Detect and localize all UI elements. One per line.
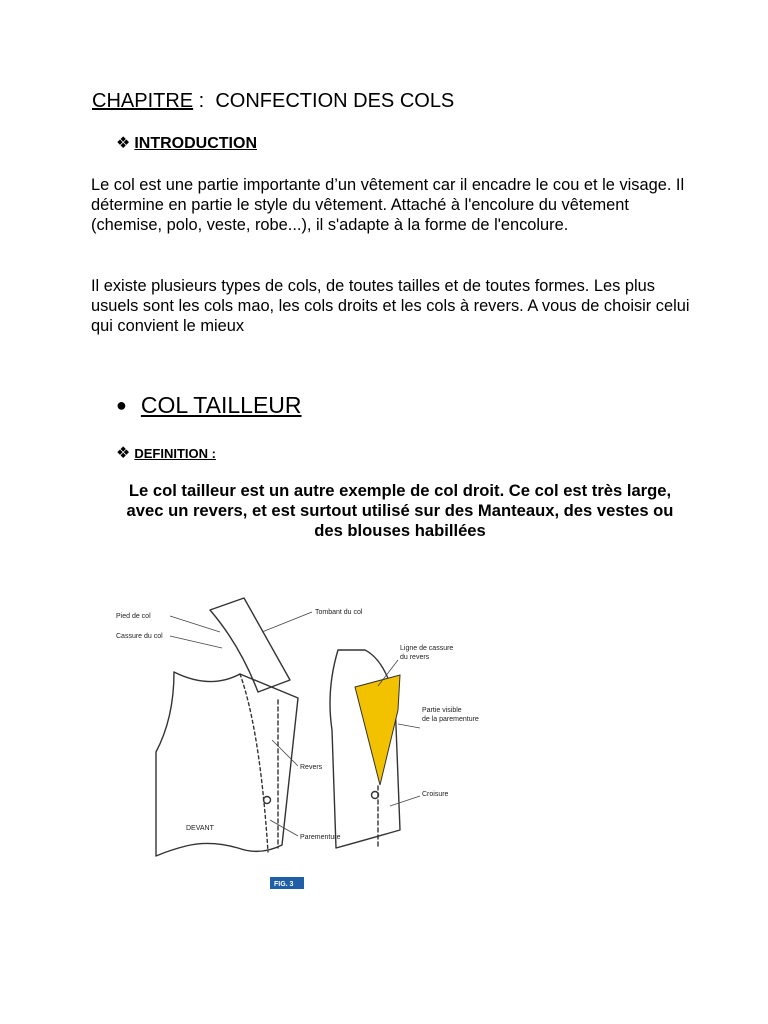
- partie-visible-leader: [398, 724, 420, 728]
- introduction-label: INTRODUCTION: [134, 135, 257, 152]
- fig-label: FIG. 3: [274, 881, 294, 888]
- intro-paragraph-2: Il existe plusieurs types de cols, de toutes tailles et de toutes formes. Les plus usuels sont les cols mao, les cols droits et les cols à revers. A vous de choisir celui qui convient le mieux: [91, 277, 690, 335]
- definition-label: DEFINITION :: [134, 446, 216, 461]
- chapter-title: CONFECTION DES COLS: [215, 90, 455, 112]
- tombant-du-col-label: Tombant du col: [315, 609, 363, 616]
- collar-diagram-svg: [110, 590, 479, 895]
- partie-visible-label-1: Partie visible: [422, 707, 462, 714]
- pied-de-col-leader: [170, 616, 220, 632]
- pied-de-col-label: Pied de col: [116, 613, 151, 620]
- section-heading: [116, 392, 302, 419]
- parementure-visible-area: [355, 675, 400, 785]
- page-title: [92, 90, 454, 113]
- cassure-du-col-leader: [170, 636, 222, 648]
- parementure-label: Parementure: [300, 834, 341, 841]
- tombant-du-col-leader: [262, 612, 312, 632]
- devant-body-outline: [156, 672, 298, 856]
- cassure-du-col-label: Cassure du col: [116, 633, 163, 640]
- diamond-bullet-icon: ❖: [116, 133, 131, 152]
- definition-text: Le col tailleur est un autre exemple de col droit. Ce col est très large, avec un revers, et est surtout utilisé sur des Manteaux, des vestes ou des blouses habillées: [126, 481, 674, 540]
- revers-label: Revers: [300, 764, 323, 771]
- title-separator: :: [193, 90, 216, 112]
- ligne-cassure-label-2: du revers: [400, 654, 430, 661]
- diamond-bullet-icon: ❖: [116, 443, 131, 462]
- ligne-cassure-label-1: Ligne de cassure: [400, 645, 454, 652]
- chapter-label: CHAPITRE: [92, 90, 194, 112]
- revers-leader: [272, 740, 298, 766]
- button-icon: [264, 797, 271, 804]
- revers-line: [240, 674, 268, 852]
- section-label: COL TAILLEUR: [140, 392, 302, 418]
- intro-paragraph-1: Le col est une partie importante d’un vêtement car il encadre le cou et le visage. Il détermine en partie le style du vêtement. Attaché à l'encolure du vêtement (chemise, polo, veste, robe...), il s'adapte à la forme de l'encolure.: [91, 176, 685, 234]
- introduction-heading: [116, 133, 257, 153]
- round-bullet-icon: ●: [116, 395, 127, 415]
- croisure-leader: [390, 796, 420, 806]
- definition-heading: [116, 443, 216, 462]
- partie-visible-label-2: de la parementure: [422, 716, 479, 723]
- collar-diagram: [110, 590, 479, 900]
- croisure-label: Croisure: [422, 791, 449, 798]
- devant-label: DEVANT: [186, 825, 214, 832]
